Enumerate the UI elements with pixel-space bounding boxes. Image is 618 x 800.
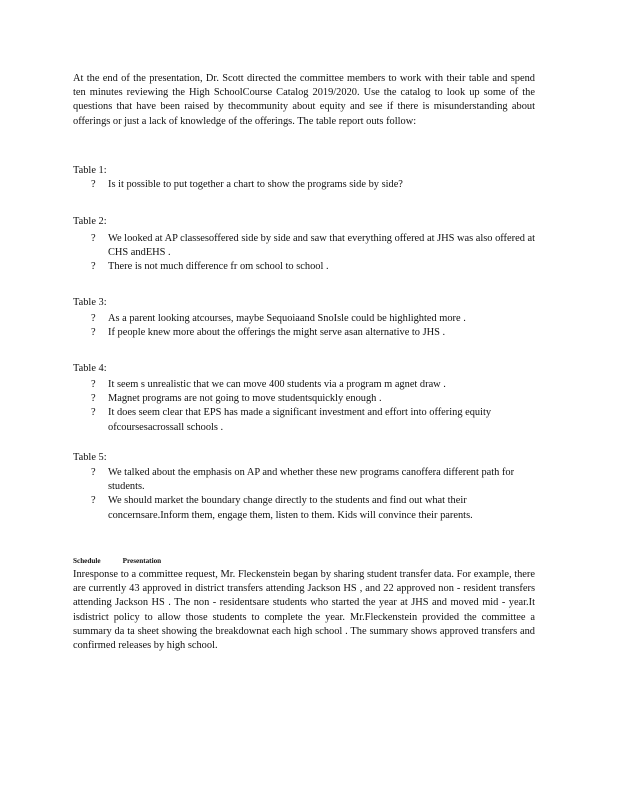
- list-item-text: We looked at AP classesoffered side by side and saw that everything offered at JHS was also offered at CHS andEHS .: [108, 233, 535, 259]
- list-item-text: There is not much difference fr om school to school .: [108, 261, 329, 273]
- schedule-heading-part1: Schedule: [73, 557, 101, 565]
- list-item: [91, 232, 537, 260]
- list-item-text: Is it possible to put together a chart to show the programs side by side?: [108, 179, 403, 190]
- bullet-glyph: ?: [91, 261, 96, 273]
- list-item-text: We should market the boundary change directly to the students and find out what their concernsare.Inform them, engage them, listen to them. Kids will convince their parents.: [108, 495, 473, 521]
- bullet-glyph: ?: [91, 407, 96, 419]
- table-1-list: [91, 178, 537, 192]
- list-item: [91, 260, 537, 274]
- list-item: [91, 466, 537, 494]
- bullet-glyph: ?: [91, 233, 96, 244]
- list-item: [91, 326, 537, 340]
- list-item-text: It seem s unrealistic that we can move 400 students via a program m agnet draw .: [108, 379, 446, 390]
- list-item: [91, 494, 537, 522]
- table-3-heading: Table 3:: [73, 297, 107, 308]
- bullet-glyph: ?: [91, 327, 96, 339]
- bullet-glyph: ?: [91, 467, 96, 478]
- schedule-paragraph: Inresponse to a committee request, Mr. Fleckenstein began by sharing student transfer data. For example, there are currently 43 approved in district transfers attending Jackson HS , and 22 approved non - resident transfers attending Jackson HS . The non - residentsare students who started the year at JHS and moved mid - year.It isdistrict policy to allow those students to complete the year. Mr.Fleckenstein provided the committee a summary da ta sheet showing the breakdownat each high school . The summary shows approved transfers and confirmed releases by high school.: [73, 569, 535, 652]
- table-2-list: [91, 232, 537, 275]
- list-item-text: If people knew more about the offerings the might serve asan alternative to JHS .: [108, 327, 446, 339]
- list-item: [91, 406, 537, 434]
- schedule-heading-part2: Presentation: [122, 557, 162, 565]
- table-4-heading: Table 4:: [73, 363, 107, 374]
- table-2-heading: Table 2:: [73, 216, 107, 227]
- list-item: [91, 178, 537, 192]
- list-item-text: It does seem clear that EPS has made a significant investment and effort into offering equity ofcoursesacrossall schools .: [108, 407, 492, 433]
- schedule-heading: [73, 556, 161, 566]
- list-item: [91, 312, 537, 326]
- intro-paragraph: At the end of the presentation, Dr. Scott directed the committee members to work with their table and spend ten minutes reviewing the High SchoolCourse Catalog 2019/2020. Use the catalog to look up some of the questions that have been raised by thecommunity about equity and see if there is misunderstanding about offerings or just a lack of knowledge of the offerings. The table report outs follow:: [73, 73, 535, 127]
- list-item-text: We talked about the emphasis on AP and whether these new programs canoffera different path for students.: [108, 467, 515, 493]
- bullet-glyph: ?: [91, 495, 96, 507]
- table-5-list: [91, 466, 537, 523]
- bullet-glyph: ?: [91, 313, 96, 324]
- table-5-heading: Table 5:: [73, 452, 107, 463]
- bullet-glyph: ?: [91, 379, 96, 390]
- bullet-glyph: ?: [91, 393, 96, 405]
- list-item-text: As a parent looking atcourses, maybe Sequoiaand SnoIsle could be highlighted more .: [108, 313, 466, 324]
- list-item-text: Magnet programs are not going to move studentsquickly enough .: [108, 393, 382, 405]
- bullet-glyph: ?: [91, 179, 96, 190]
- table-3-list: [91, 312, 537, 340]
- table-1-heading: Table 1:: [73, 165, 107, 176]
- table-4-list: [91, 378, 537, 435]
- list-item: [91, 392, 537, 406]
- list-item: [91, 378, 537, 392]
